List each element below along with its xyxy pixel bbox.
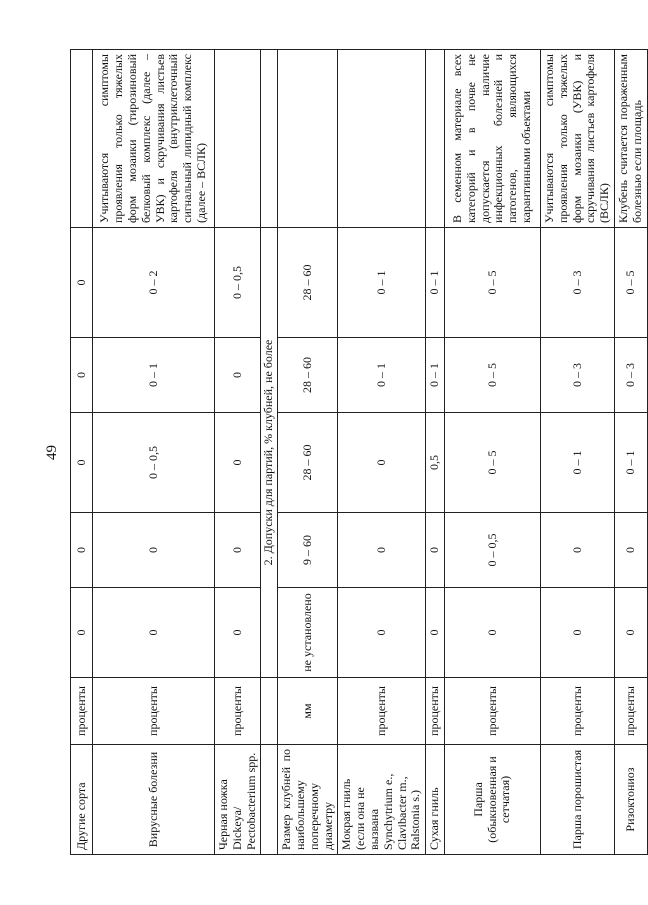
row-value: 0 – 1 [338, 228, 426, 338]
row-value: 0 – 3 [540, 228, 614, 338]
section-title: 2. Допуски для партий, % клубней, не более [261, 228, 278, 678]
table-row [338, 50, 426, 855]
table-row [71, 50, 93, 855]
row-name: Парша (обыкновенная и сетчатая) [444, 745, 540, 855]
table-row [444, 50, 540, 855]
row-value: 0 [614, 513, 647, 588]
row-note: В семенном материале всех категорий и в почве не допускается наличие инфекционных болезней и патогенов, являющихся карантинными объектами [444, 50, 540, 228]
row-value: 0 – 5 [614, 228, 647, 338]
tolerance-table [70, 49, 648, 855]
row-name: Парша порошистая [540, 745, 614, 855]
row-note [71, 50, 93, 228]
row-note: Учитываются симптомы проявления только тяжелых форм мозаики (тирозиновый белковый комплекс (далее – УВК) и скручивания листьев картофеля (внутриклеточный сигнальный липидный комплекс (далее – ВСЛК) [93, 50, 215, 228]
row-value: 0 – 1 [426, 228, 445, 338]
row-note: Клубень считается пораженным болезнью если площадь [614, 50, 647, 228]
row-value: 0 [614, 588, 647, 678]
row-value: 0 – 0,5 [215, 228, 261, 338]
row-value: 0 [93, 513, 215, 588]
row-value: 0 [215, 338, 261, 413]
row-value: 0 [215, 588, 261, 678]
row-unit: мм [278, 678, 338, 745]
row-value: 0,5 [426, 413, 445, 513]
table-row [215, 50, 261, 855]
row-name: Ризоктониоз [614, 745, 647, 855]
row-value: 0 – 1 [540, 413, 614, 513]
row-name: Размер клубней по наибольшему поперечному диаметру [278, 745, 338, 855]
row-unit: проценты [540, 678, 614, 745]
row-value: 28 – 60 [278, 413, 338, 513]
row-value: 0 – 5 [444, 338, 540, 413]
row-note [278, 50, 338, 228]
row-note [426, 50, 445, 228]
row-value: 0 [540, 513, 614, 588]
table-row [93, 50, 215, 855]
row-unit: проценты [93, 678, 215, 745]
row-name: Мокрая гниль (если она не вызвана Synchytrium e., Clavibacter m., Ralstonia s.) [338, 745, 426, 855]
row-value: 0 [71, 588, 93, 678]
row-unit: проценты [444, 678, 540, 745]
row-value: 0 [338, 588, 426, 678]
row-note [215, 50, 261, 228]
row-note [338, 50, 426, 228]
row-value: 0 [71, 338, 93, 413]
row-value: 0 – 0,5 [444, 513, 540, 588]
row-value: 0 [426, 588, 445, 678]
row-value: 0 [540, 588, 614, 678]
row-value: 0 [215, 413, 261, 513]
row-value: 0 – 1 [426, 338, 445, 413]
row-value: 0 – 0,5 [93, 413, 215, 513]
row-unit: проценты [338, 678, 426, 745]
section-spacer [261, 50, 278, 228]
row-value: 0 – 3 [540, 338, 614, 413]
row-unit: проценты [426, 678, 445, 745]
row-value: 0 – 3 [614, 338, 647, 413]
row-value: 0 [71, 513, 93, 588]
table-row [540, 50, 614, 855]
row-value: 0 [71, 228, 93, 338]
row-value: 0 – 5 [444, 228, 540, 338]
page-number: 49 [44, 445, 60, 460]
row-value: 0 [71, 413, 93, 513]
row-value: 0 – 5 [444, 413, 540, 513]
section-spacer [261, 745, 278, 855]
row-value: 0 – 1 [614, 413, 647, 513]
row-name: Сухая гниль [426, 745, 445, 855]
row-value: 0 [215, 513, 261, 588]
row-value: 0 – 2 [93, 228, 215, 338]
row-value: 0 – 1 [338, 338, 426, 413]
row-name: Другие сорта [71, 745, 93, 855]
row-value: 0 – 1 [93, 338, 215, 413]
row-name: Вирусные болезни [93, 745, 215, 855]
row-unit: проценты [614, 678, 647, 745]
row-value: 0 [93, 588, 215, 678]
row-value: 9 – 60 [278, 513, 338, 588]
row-value: не установлено [278, 588, 338, 678]
row-value: 28 – 60 [278, 338, 338, 413]
section-spacer [261, 678, 278, 745]
row-value: 28 – 60 [278, 228, 338, 338]
section-header-row [261, 50, 278, 855]
row-value: 0 [444, 588, 540, 678]
table-row [278, 50, 338, 855]
row-value: 0 [338, 513, 426, 588]
row-value: 0 [426, 513, 445, 588]
table-row [614, 50, 647, 855]
row-value: 0 [338, 413, 426, 513]
row-name: Черная ножка Dickeya/ Pectobacterium spp. [215, 745, 261, 855]
row-note: Учитываются симптомы проявления только тяжелых форм мозаики (УВК) и скручивания листьев картофеля (ВСЛК) [540, 50, 614, 228]
row-unit: проценты [215, 678, 261, 745]
row-unit: проценты [71, 678, 93, 745]
table-row [426, 50, 445, 855]
